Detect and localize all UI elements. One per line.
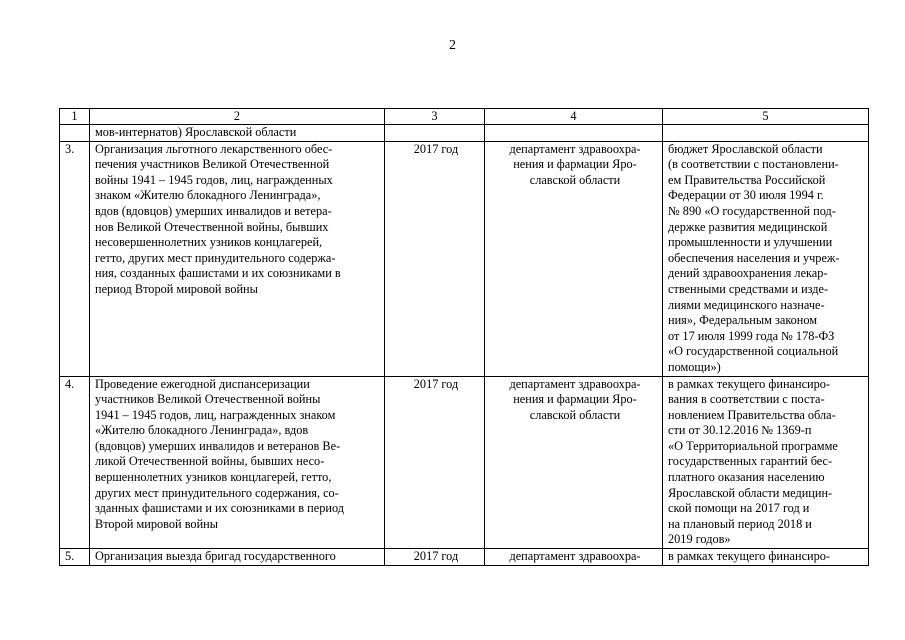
measure-funding: в рамках текущего финансиро- вания в соответствии с поста- новлением Правительства обла- сти от 30.12.2016 № 1369-п «О Территориальной программе государственных гарантий бес- платного оказания населению Ярославской области медицин- ской помощи на 2017 год и на плановый период 2018 и 2019 годов» (663, 376, 869, 549)
measure-period: 2017 год (385, 376, 485, 549)
row-number: 5. (60, 549, 90, 566)
measure-executor (485, 125, 663, 142)
table-row (60, 376, 869, 549)
row-number (60, 125, 90, 142)
measure-executor: департамент здравоохра- (485, 549, 663, 566)
measure-period (385, 125, 485, 142)
measure-description: Организация выезда бригад государственного (90, 549, 385, 566)
row-number: 3. (60, 141, 90, 376)
measure-period: 2017 год (385, 141, 485, 376)
page-number: 2 (449, 38, 456, 53)
column-header: 1 (60, 109, 90, 125)
measure-funding (663, 125, 869, 142)
table-row (60, 125, 869, 142)
table-header-row (60, 109, 869, 125)
row-number: 4. (60, 376, 90, 549)
measure-description: Организация льготного лекарственного обес- печения участников Великой Отечественной войны 1941 – 1945 годов, лиц, награжденных знаком «Жителю блокадного Ленинграда», вдов (вдовцов) умерших инвалидов и ветера- нов Великой Отечественной войны, бывших несовершеннолетних узников концлагерей, гетто, других мест принудительного содержа- ния, созданных фашистами и их союзниками в период Второй мировой войны (90, 141, 385, 376)
column-header: 3 (385, 109, 485, 125)
measure-funding: бюджет Ярославской области (в соответствии с постановлени- ем Правительства Российской Федерации от 30 июля 1994 г. № 890 «О государственной под- держке развития медицинской промышленности и улучшении обеспечения населения и учреж- дений здравоохранения лекар- ственными средствами и изде- лиями медицинского назначе- ния», Федеральным законом от 17 июля 1999 года № 178-ФЗ «О государственной социальной помощи») (663, 141, 869, 376)
measure-funding: в рамках текущего финансиро- (663, 549, 869, 566)
measures-table (59, 108, 869, 566)
table-row (60, 141, 869, 376)
table-row (60, 549, 869, 566)
measure-description: Проведение ежегодной диспансеризации участников Великой Отечественной войны 1941 – 1945 годов, лиц, награжденных знаком «Жителю блокадного Ленинграда», вдов (вдовцов) умерших инвалидов и ветеранов Ве- ликой Отечественной войны, бывших несо- вершеннолетних узников концлагерей, гетто, других мест принудительного содержания, со- зданных фашистами и их союзниками в период Второй мировой войны (90, 376, 385, 549)
measure-executor: департамент здравоохра- нения и фармации Яро- славской области (485, 376, 663, 549)
measure-period: 2017 год (385, 549, 485, 566)
measure-executor: департамент здравоохра- нения и фармации Яро- славской области (485, 141, 663, 376)
column-header: 5 (663, 109, 869, 125)
column-header: 2 (90, 109, 385, 125)
column-header: 4 (485, 109, 663, 125)
measure-description: мов-интернатов) Ярославской области (90, 125, 385, 142)
